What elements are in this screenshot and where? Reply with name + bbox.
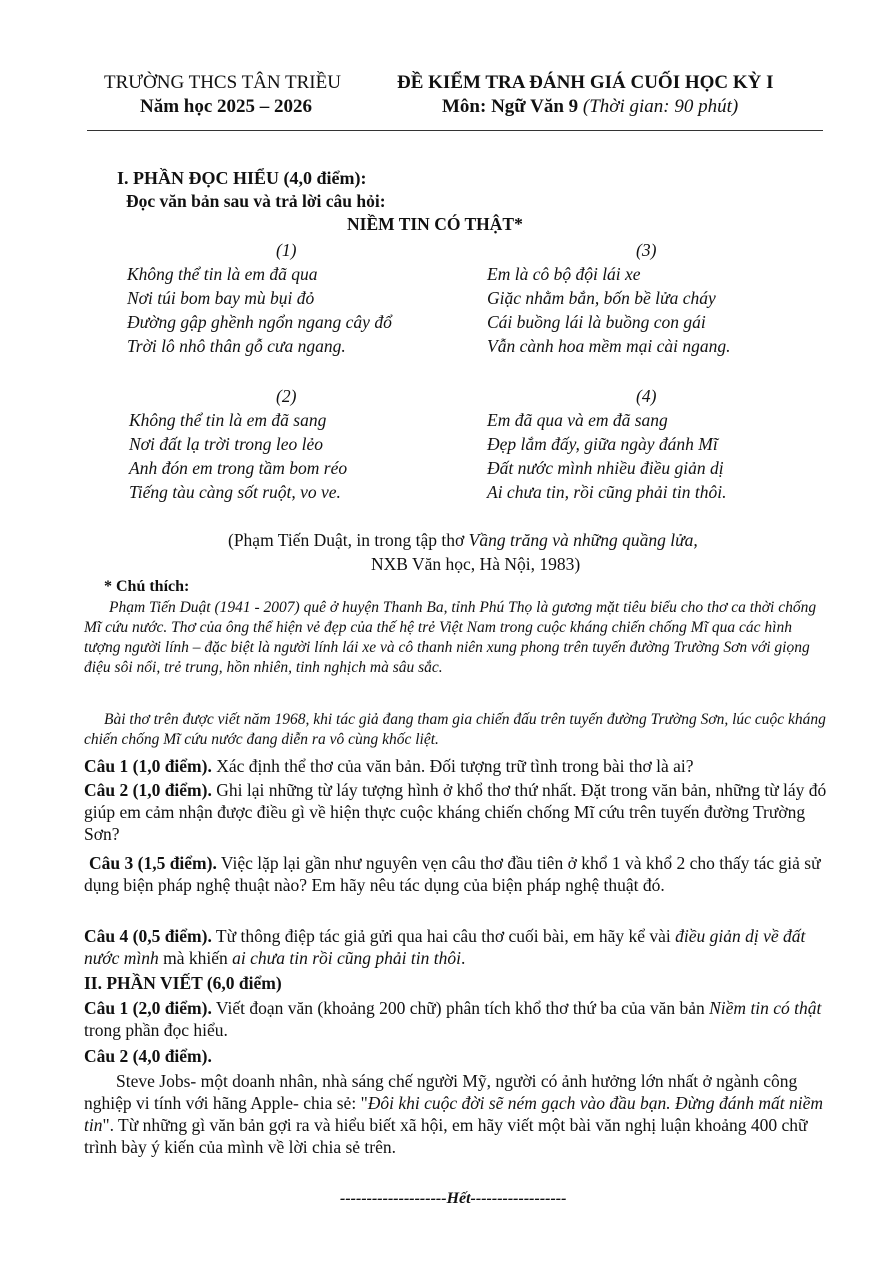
writing-question-2-italic: Đôi khi cuộc đời sẽ ném gạch vào đầu bạn. Đừng đánh mất niềm tin (84, 1093, 824, 1135)
question-1 (84, 755, 830, 777)
question-3-text: Việc lặp lại gần như nguyên vẹn câu thơ đầu tiên ở khổ 1 và khổ 2 cho thấy tác giả sử dụng biện pháp nghệ thuật nào? Em hãy nêu tác dụng của biện pháp nghệ thuật đó. (84, 853, 821, 895)
part1-title: I. PHẦN ĐỌC HIỂU (4,0 điểm): (117, 168, 367, 188)
stanza-3 (487, 238, 731, 358)
poem-line: Giặc nhằm bắn, bốn bề lửa cháy (487, 288, 716, 308)
question-2-text: Ghi lại những từ láy tượng hình ở khổ thơ thứ nhất. Đặt trong văn bản, những từ láy đó giúp em cảm nhận được điều gì về hiện thực cuộc kháng chiến chống Mĩ cứu trên tuyến đường Trường Sơn? (84, 780, 827, 844)
note-2-text: Bài thơ trên được viết năm 1968, khi tác giả đang tham gia chiến đấu trên tuyến đường Trường Sơn, lúc cuộc kháng chiến chống Mĩ cứu nước đang diễn ra vô cùng khốc liệt. (84, 711, 826, 748)
stanza-4 (487, 384, 726, 504)
exam-subject: Môn: Ngữ Văn 9 (442, 96, 579, 117)
poem-publisher: NXB Văn học, Hà Nội, 1983) (371, 554, 581, 574)
source-book: Vầng trăng và những quầng lửa, (468, 530, 698, 550)
school-year: Năm học 2025 – 2026 (140, 96, 313, 117)
poem-line: Anh đón em trong tầm bom réo (129, 458, 348, 478)
question-3 (84, 852, 830, 896)
question-1-label: Câu 1 (1,0 điểm). (84, 756, 212, 776)
writing-question-2-text-b: ". Từ những gì văn bản gợi ra và hiểu biết xã hội, em hãy viết một bài văn nghị luận khoảng 400 chữ trình bày ý kiến của mình về lời chia sẻ trên. (84, 1115, 808, 1157)
note-title: * Chú thích: (104, 578, 190, 595)
poem-line: Đẹp lắm đấy, giữa ngày đánh Mĩ (487, 434, 718, 454)
poem-line: Nơi túi bom bay mù bụi đỏ (127, 288, 315, 308)
writing-question-2-label: Câu 2 (4,0 điểm). (84, 1046, 212, 1066)
question-4 (84, 925, 830, 969)
question-2 (84, 779, 830, 845)
stanza-1 (127, 238, 392, 358)
writing-question-1-text-a: Viết đoạn văn (khoảng 200 chữ) phân tích khổ thơ thứ ba của văn bản (211, 998, 710, 1018)
note-paragraph-1 (84, 598, 830, 678)
question-4-italic-a: điều giản dị về đất nước mình (84, 926, 806, 968)
poem-source (228, 530, 698, 551)
writing-question-1-italic: Niềm tin có thật (709, 998, 822, 1018)
poem-line: Tiếng tàu càng sốt ruột, vo ve. (129, 482, 341, 502)
exam-time: (Thời gian: 90 phút) (582, 96, 739, 117)
stanza-number: (4) (636, 386, 657, 406)
stanza-number: (3) (636, 240, 657, 260)
question-3-label: Câu 3 (1,5 điểm). (89, 853, 217, 873)
question-4-label: Câu 4 (0,5 điểm). (84, 926, 212, 946)
question-4-italic-b: ai chưa tin rồi cũng phải tin thôi (232, 948, 461, 968)
stanza-number: (2) (276, 386, 297, 406)
source-prefix: (Phạm Tiến Duật, in trong tập thơ (228, 530, 469, 550)
writing-question-2 (84, 1070, 830, 1158)
part1-instruction: Đọc văn bản sau và trả lời câu hỏi: (126, 191, 386, 211)
poem-line: Đất nước mình nhiều điều giản dị (487, 458, 724, 478)
exam-title: ĐỀ KIỂM TRA ĐÁNH GIÁ CUỐI HỌC KỲ I (397, 72, 774, 93)
question-4-text-a: Từ thông điệp tác giả gửi qua hai câu thơ cuối bài, em hãy kể vài (211, 926, 676, 946)
stanza-2 (129, 384, 347, 504)
poem-line: Ai chưa tin, rồi cũng phải tin thôi. (487, 482, 727, 502)
end-mark: --------------------Hết------------------ (340, 1190, 567, 1207)
stanza-number: (1) (276, 240, 297, 260)
exam-subject-line (442, 96, 738, 118)
poem-line: Nơi đất lạ trời trong leo lẻo (129, 434, 324, 454)
note-paragraph-2 (84, 710, 830, 750)
poem-title: NIỀM TIN CÓ THẬT* (347, 214, 523, 234)
question-4-text-b: mà khiến (158, 948, 233, 968)
school-name: TRƯỜNG THCS TÂN TRIỀU (104, 72, 341, 93)
question-1-text: Xác định thể thơ của văn bản. Đối tượng trữ tình trong bài thơ là ai? (211, 756, 694, 776)
poem-line: Em đã qua và em đã sang (487, 410, 668, 430)
writing-question-1 (84, 997, 830, 1041)
note-1-text: Phạm Tiến Duật (1941 - 2007) quê ở huyện Thanh Ba, tỉnh Phú Thọ là gương mặt tiêu biểu cho thơ ca thời chống Mĩ cứu nước. Thơ của ông thể hiện vẻ đẹp của thế hệ trẻ Việt Nam trong cuộc kháng chiến chống Mĩ qua các hình tượng người lính – đặc biệt là người lính lái xe và cô thanh niên xung phong trên tuyến đường Trường Sơn với giọng điệu sôi nổi, trẻ trung, hồn nhiên, tinh nghịch mà sâu sắc. (84, 599, 817, 676)
part2-title: II. PHẦN VIẾT (6,0 điểm) (84, 973, 282, 993)
writing-question-1-text-b: trong phần đọc hiểu. (84, 1020, 228, 1040)
question-2-label: Câu 2 (1,0 điểm). (84, 780, 212, 800)
header-divider (87, 130, 823, 131)
poem-line: Cái buồng lái là buồng con gái (487, 312, 706, 332)
writing-question-1-label: Câu 1 (2,0 điểm). (84, 998, 212, 1018)
poem-line: Em là cô bộ đội lái xe (487, 264, 641, 284)
question-4-text-c: . (460, 948, 466, 968)
poem-line: Không thể tin là em đã qua (127, 264, 318, 284)
poem-line: Đường gập ghềnh ngổn ngang cây đổ (127, 312, 392, 332)
poem-line: Trời lô nhô thân gỗ cưa ngang. (127, 336, 346, 356)
poem-line: Vẫn cành hoa mềm mại cài ngang. (487, 336, 731, 356)
writing-question-2-text-a: Steve Jobs- một doanh nhân, nhà sáng chế người Mỹ, người có ảnh hưởng lớn nhất ở ngành công nghiệp vi tính với hãng Apple- chia sẻ: " (84, 1071, 798, 1113)
poem-line: Không thể tin là em đã sang (129, 410, 327, 430)
